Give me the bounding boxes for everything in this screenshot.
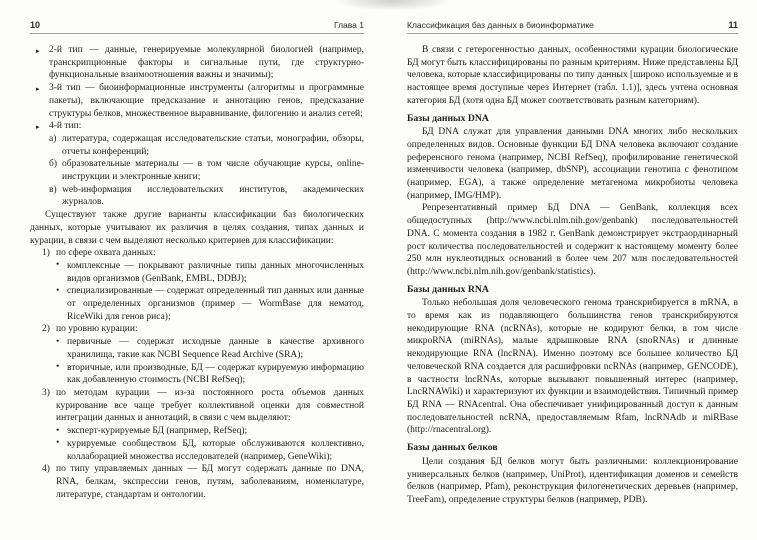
- type-item-text: 3-й тип — биоинформационные инструменты (алгоритмы и программные пакеты), включающие предсказание и аннотацию генов, предсказание структуры белков, множественное выравнивание, филогению и анализ сетей;: [49, 83, 364, 119]
- type4-subitem-a: [49, 133, 364, 158]
- type-list-item-3: [36, 82, 364, 120]
- type4-subitem-v: [49, 184, 364, 209]
- section-heading-dna: Базы данных DNA: [407, 112, 489, 124]
- right-running-header: [407, 20, 738, 34]
- criteria-item-4: [42, 463, 364, 501]
- triangle-bullet-icon: ▸: [36, 122, 40, 131]
- triangle-bullet-icon: ▸: [36, 46, 40, 55]
- criteria-2-bullet-1: [56, 336, 364, 361]
- section-heading-proteins: Базы данных белков: [407, 442, 498, 454]
- criteria-bullet-text: курируемые сообществом БД, которые обслуживаются коллективно, коллаборацией множества исследователей (например, GeneWiki);: [67, 438, 364, 462]
- right-page: [407, 20, 738, 507]
- type4-subitem-b: [49, 158, 364, 183]
- criteria-number: 1): [42, 248, 50, 259]
- dna-paragraph-1: БД DNA служат для управления данными DNA многих либо нескольких определенных видов. Основные функции БД DNA человека включают создание референсного генома (например, NCBI RefSeq), профилирование генетической изменчивости человека (например, dbSNP), ассоциации генотипа с фенотипом (например, EGA), а также определение метагенома микробиоты человека (например, IMG/HMP).: [407, 127, 738, 201]
- criteria-number: 4): [42, 464, 50, 475]
- left-page-number: 10: [30, 20, 41, 30]
- section-heading-rna: Базы данных RNA: [407, 283, 489, 295]
- criteria-item-3: [42, 387, 364, 425]
- right-running-head: Классификация баз данных в биоинформатике: [407, 20, 594, 30]
- criteria-bullet-text: комплексные — покрывают различные типы данных многочисленных видов организмов (GenBank, EMBL, DDBJ);: [67, 260, 364, 284]
- criteria-bullet-text: эксперт-курируемые БД (например, RefSeq);: [67, 426, 248, 437]
- subitem-label: а): [49, 133, 57, 144]
- type-list-item-2: [36, 44, 364, 82]
- criteria-3-bullet-1: [56, 425, 364, 438]
- criteria-1-bullet-1: [56, 260, 364, 285]
- proteins-paragraph-1: Цели создания БД белков могут быть различными: коллекционирование универсальных белков (например, UniProt), идентификация доменов и семейств белков (например, Pfam), реконструкция филогенетических деревьев (например, TreeFam), определение структуры белков (например, PDB).: [407, 456, 738, 505]
- dot-bullet-icon: •: [56, 285, 60, 296]
- criteria-2-bullet-2: [56, 362, 364, 387]
- type-item-text: 2-й тип — данные, генерируемые молекулярной биологией (например, транскрипционные факторы и сигнальные пути, где структурно-функциональные взаимоотношения важны и значимы);: [49, 45, 364, 81]
- dot-bullet-icon: •: [56, 260, 60, 271]
- criteria-bullet-text: вторичные, или производные, БД — содержат курируемую информацию как добавленную стоимость (NCBI RefSeq);: [67, 362, 364, 386]
- dot-bullet-icon: •: [56, 425, 60, 436]
- criteria-3-bullet-2: [56, 438, 364, 463]
- subitem-text: web-информация исследовательских институтов, академических журналов.: [62, 184, 364, 208]
- criteria-text: по типу управляемых данных — БД могут содержать данные по DNA, RNA, белкам, экспрессии генов, путям, заболеваниям, номенклатуре, литературе, стандартам и онтологии.: [56, 464, 364, 500]
- subitem-label: б): [49, 159, 57, 170]
- criteria-text: по сфере охвата данных:: [56, 248, 156, 259]
- intro-paragraph: В связи с гетерогенностью данных, особенностями курации биологические БД могут быть классифицированы по разным критериям. Ниже представлены БД человека, которые классифицированы по типу данных [широко используемые и в настоящее время доступные через Интернет (табл. 1.1)], здесь учтена основная категория БД (хотя одна БД может соответствовать разным категориям).: [407, 45, 738, 106]
- classification-paragraph: Существуют также другие варианты классификации баз биологических данных, которые учитывают их различия в целях создания, типах данных и курации, в связи с чем выделяют несколько критериев для классификации:: [30, 210, 364, 246]
- criteria-item-1: [42, 247, 364, 260]
- criteria-item-2: [42, 323, 364, 336]
- type-list-item-4: [36, 120, 364, 133]
- criteria-bullet-text: первичные — содержат исходные данные в качестве архивного хранилища, такие как NCBI Sequence Read Archive (SRA);: [67, 337, 364, 360]
- criteria-bullet-text: специализированные — содержат определенный тип данных или данные от определенных организмов (пример — WormBase для нематод, RiceWiki для генов риса);: [67, 286, 364, 322]
- triangle-bullet-icon: ▸: [36, 84, 40, 93]
- right-page-body: [407, 44, 738, 507]
- dot-bullet-icon: •: [56, 336, 60, 347]
- criteria-number: 3): [42, 387, 50, 398]
- criteria-1-bullet-2: [56, 285, 364, 323]
- subitem-text: образовательные материалы — в том числе обучающие курсы, online-инструкции и электронные книги;: [62, 159, 364, 183]
- criteria-text: по уровню курации:: [56, 324, 138, 335]
- type-item-text: 4-й тип:: [49, 121, 82, 132]
- rna-paragraph-1: Только небольшая доля человеческого генома транскрибируется в mRNA, в то время как из подавляющего большинства генов транскрибируются некодирующие RNA (ncRNAs), которые не кодируют белки, в том числе микроRNA (miRNAs), малые ядрышковые RNA (snoRNAs) и длинные некодирующие RNA (lncRNA). Именно поэтому все большее количество БД человеческой RNA создается для расшифровки ncRNAs (например, GENCODE), в частности lncRNAs, которые вызывают повышенный интерес (например, LncRNAWiki) и характеризуют их функции и взаимодействия. Типичный пример БД RNA — RNAcentral. Она обеспечивает унифицированный доступ к данным последовательностей ncRNA, предоставляемым Rfam, lncRNAdb и miRBase (http://rnacentral.org).: [407, 298, 738, 436]
- dna-paragraph-2: Репрезентативный пример БД DNA — GenBank, коллекция всех общедоступных (http://www.ncbi.nlm.nih.gov/genbank) последовательностей DNA. С момента создания в 1982 г. GenBank демонстрирует экстраординарный рост количества последовательностей и содержит к настоящему моменту более 250 млн нуклеотидных оснований в более чем 207 млн последовательностей (http://www.ncbi.nlm.nih.gov/genbank/statistics).: [407, 203, 738, 277]
- criteria-text: по методам курации — из-за постоянного роста объемов данных курирование все чаще требует коллективной оценки для совместной интеграции данных и аннотаций, в связи с чем выделяют:: [56, 387, 364, 424]
- right-page-number: 11: [728, 20, 738, 30]
- left-page-body: [30, 44, 364, 501]
- dot-bullet-icon: •: [56, 438, 60, 449]
- subitem-label: в): [49, 184, 57, 195]
- left-page: [30, 20, 364, 501]
- subitem-text: литература, содержащая исследовательские статьи, монографии, обзоры, отчеты конференций;: [62, 133, 364, 157]
- left-running-header: [30, 20, 364, 34]
- left-running-head: Глава 1: [333, 20, 364, 30]
- criteria-number: 2): [42, 324, 50, 335]
- dot-bullet-icon: •: [56, 362, 60, 373]
- scan-smudge: [338, 0, 448, 10]
